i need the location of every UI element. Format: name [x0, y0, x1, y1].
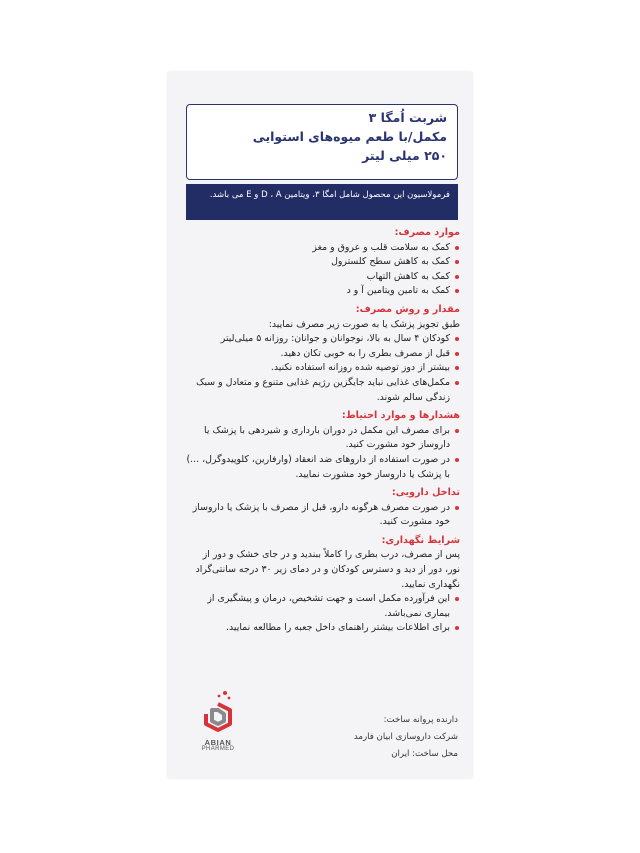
storage-text: پس از مصرف، درب بطری را کاملاً ببندید و در جای خشک و دور از نور، دور از دید و دسترس کودکان و در دمای زیر ۳۰ درجه سانتی‌گراد نگهداری نمایید.	[195, 549, 460, 590]
product-title-box	[186, 104, 458, 180]
list-item: قبل از مصرف بطری را به خوبی تکان دهید.	[186, 347, 460, 362]
dosage-list	[186, 332, 460, 405]
leaflet-content	[186, 222, 460, 636]
product-volume: ۲۵۰ میلی لیتر	[362, 148, 447, 163]
dosage-intro: طبق تجویز پزشک یا به صورت زیر مصرف نمایید:	[268, 318, 460, 330]
interactions-list	[186, 501, 460, 530]
storage-title: شرایط نگهداری:	[381, 534, 460, 546]
list-item: این فرآورده مکمل است و جهت تشخیص، درمان و پیشگیری از بیماری نمی‌باشد.	[186, 592, 460, 621]
interactions-title: تداخل دارویی:	[391, 487, 460, 499]
list-item: برای مصرف این مکمل در دوران بارداری و شیردهی با پزشک یا داروساز خود مشورت کنید.	[186, 424, 460, 453]
company-name: شرکت داروسازی ابیان فارمد	[353, 732, 458, 742]
list-item: بیشتر از دوز توصیه شده روزانه استفاده نکنید.	[186, 361, 460, 376]
warnings-list	[186, 424, 460, 482]
formulation-banner	[186, 184, 458, 220]
list-item: کمک به کاهش التهاب	[186, 270, 460, 285]
list-item: در صورت مصرف هرگونه دارو، قبل از مصرف با پزشک یا داروساز خود مشورت کنید.	[186, 501, 460, 530]
logo-mark-icon	[190, 690, 246, 738]
uses-list	[186, 241, 460, 299]
list-item: مکمل‌های غذایی نباید جایگزین رژیم غذایی متنوع و متعادل و سبک زندگی سالم شوند.	[186, 376, 460, 405]
list-item: کودکان ۴ سال به بالا، نوجوانان و جوانان: روزانه ۵ میلی‌لیتر	[186, 332, 460, 347]
list-item: کمک به سلامت قلب و عروق و مغز	[186, 241, 460, 256]
license-holder-label: دارنده پروانه ساخت:	[383, 715, 458, 725]
dosage-title: مقدار و روش مصرف:	[355, 303, 460, 315]
product-box-panel	[168, 72, 472, 778]
country-of-manufacture: محل ساخت: ایران	[391, 749, 458, 759]
warnings-title: هشدارها و موارد احتیاط:	[341, 410, 460, 422]
abian-pharmed-logo	[190, 690, 246, 764]
product-description: مکمل/با طعم میوه‌های استوایی	[252, 129, 447, 144]
list-item: کمک به تامین ویتامین آ و د	[186, 284, 460, 299]
manufacturer-info	[268, 712, 458, 763]
list-item: کمک به کاهش سطح کلسترول	[186, 255, 460, 270]
formulation-text: فرمولاسیون این محصول شامل امگا ۳، ویتامین D ، A و E می باشد.	[209, 190, 450, 200]
list-item: در صورت استفاده از داروهای ضد انعقاد (وارفارین، کلوپیدوگرل، ...) با پزشک یا داروساز خود مشورت نمایید.	[186, 453, 460, 482]
storage-list	[186, 592, 460, 636]
list-item: برای اطلاعات بیشتر راهنمای داخل جعبه را مطالعه نمایید.	[186, 621, 460, 636]
logo-word-abian: ABIAN	[204, 738, 232, 747]
product-name: شربت اُمگا ۳	[368, 110, 447, 125]
uses-title: موارد مصرف:	[394, 227, 460, 238]
logo-word-pharmed: PHARMED	[201, 746, 235, 752]
